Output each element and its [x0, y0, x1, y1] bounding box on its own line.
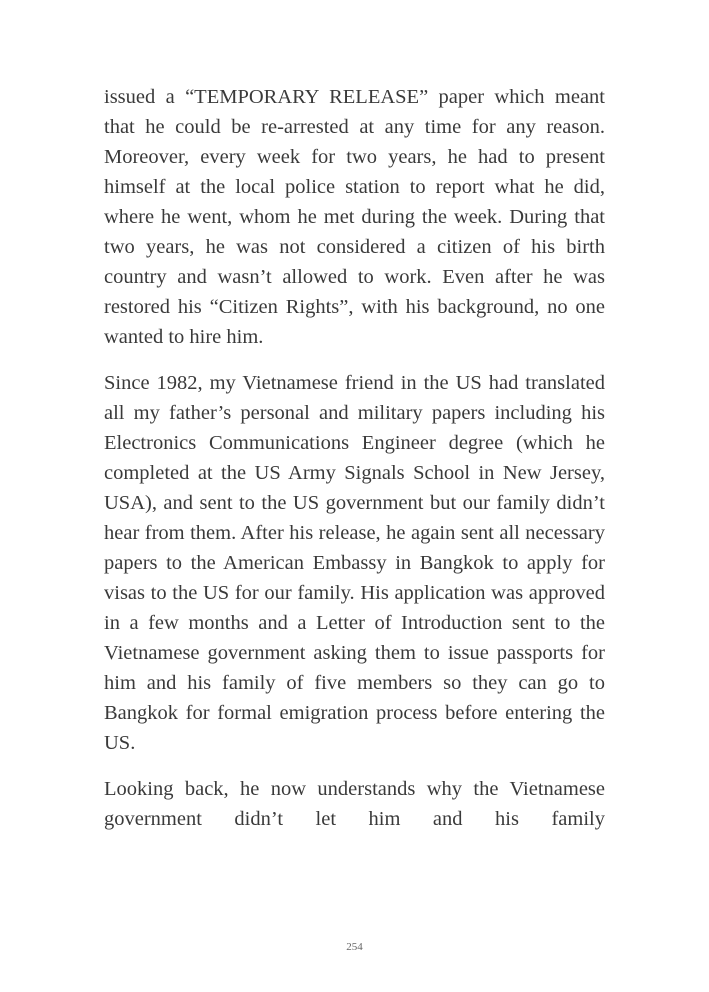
- paragraph-looking-back: Looking back, he now understands why the Vietnamese government didn’t let him and his family: [104, 778, 605, 830]
- page-number: 254: [346, 941, 363, 953]
- body-text: [104, 82, 605, 834]
- paragraph-visa-application: Since 1982, my Vietnamese friend in the US had translated all my father’s personal and military papers including his Electronics Communications Engineer degree (which he completed at the US Army Signals School in New Jersey, USA), and sent to the US government but our family didn’t hear from them. After his release, he again sent all necessary papers to the American Embassy in Bangkok to apply for visas to the US for our family. His application was approved in a few months and a Letter of Introduction sent to the Vietnamese government asking them to issue passports for him and his family of five members so they can go to Bangkok for formal emigration process before entering the US.: [104, 372, 605, 754]
- paragraph-temporary-release: issued a “TEMPORARY RELEASE” paper which meant that he could be re-arrested at any time for any reason. Moreover, every week for two years, he had to present himself at the local police station to report what he did, where he went, whom he met during the week. During that two years, he was not considered a citizen of his birth country and wasn’t allowed to work. Even after he was restored his “Citizen Rights”, with his background, no one wanted to hire him.: [104, 86, 605, 348]
